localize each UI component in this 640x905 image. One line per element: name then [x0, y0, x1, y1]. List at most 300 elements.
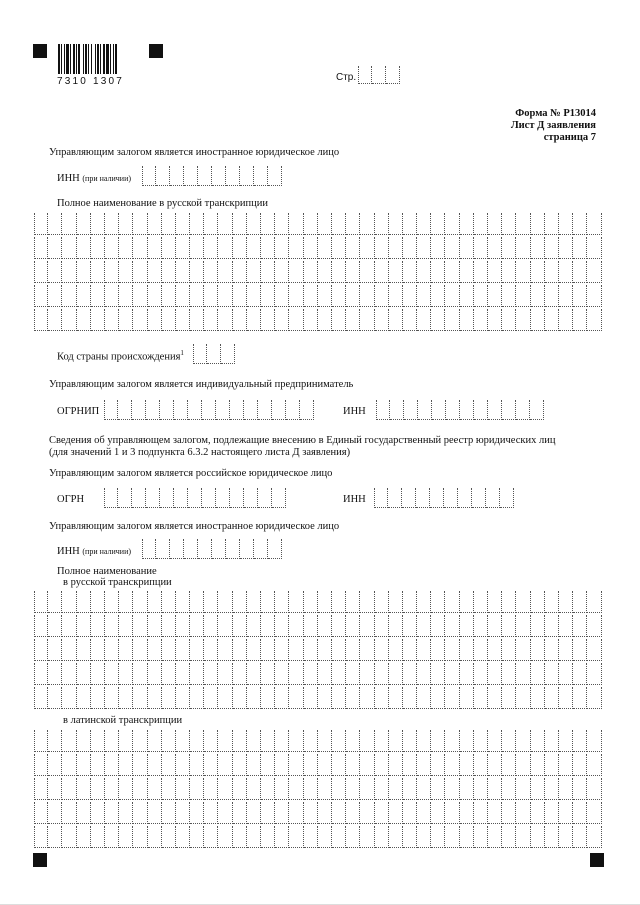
input-cell[interactable]	[474, 400, 488, 420]
input-cell[interactable]	[289, 663, 303, 685]
input-cell[interactable]	[176, 213, 190, 235]
input-cell[interactable]	[403, 615, 417, 637]
input-cell[interactable]	[105, 615, 119, 637]
input-cell[interactable]	[204, 591, 218, 613]
input-cell[interactable]	[218, 237, 232, 259]
input-cell[interactable]	[275, 261, 289, 283]
input-cell[interactable]	[190, 687, 204, 709]
input-cell[interactable]	[204, 285, 218, 307]
input-cell[interactable]	[162, 309, 176, 331]
input-cell[interactable]	[176, 639, 190, 661]
input-cell[interactable]	[105, 802, 119, 824]
input-cell[interactable]	[388, 488, 402, 508]
input-cell[interactable]	[375, 261, 389, 283]
input-cell[interactable]	[403, 778, 417, 800]
input-cell[interactable]	[318, 285, 332, 307]
input-cell[interactable]	[318, 309, 332, 331]
input-cell[interactable]	[261, 639, 275, 661]
input-cell[interactable]	[375, 615, 389, 637]
page-number-cells[interactable]	[358, 66, 400, 84]
input-cell[interactable]	[162, 615, 176, 637]
input-cell[interactable]	[360, 754, 374, 776]
input-cell[interactable]	[48, 261, 62, 283]
input-cell[interactable]	[516, 285, 530, 307]
input-cell[interactable]	[216, 400, 230, 420]
input-cell[interactable]	[119, 802, 133, 824]
input-cell[interactable]	[176, 285, 190, 307]
input-cell[interactable]	[146, 400, 160, 420]
input-cell[interactable]	[275, 615, 289, 637]
input-cell[interactable]	[502, 663, 516, 685]
input-cell[interactable]	[193, 344, 207, 364]
input-cell[interactable]	[389, 261, 403, 283]
input-cell[interactable]	[218, 261, 232, 283]
input-cell[interactable]	[247, 615, 261, 637]
input-cell[interactable]	[531, 615, 545, 637]
input-cell[interactable]	[531, 639, 545, 661]
input-cell[interactable]	[34, 802, 48, 824]
input-cell[interactable]	[389, 754, 403, 776]
input-cell[interactable]	[530, 400, 544, 420]
input-cell[interactable]	[230, 400, 244, 420]
input-cell[interactable]	[360, 730, 374, 752]
input-cell[interactable]	[62, 261, 76, 283]
input-cell[interactable]	[488, 687, 502, 709]
input-cell[interactable]	[360, 591, 374, 613]
input-cell[interactable]	[133, 802, 147, 824]
input-cell[interactable]	[346, 663, 360, 685]
input-cell[interactable]	[402, 488, 416, 508]
input-cell[interactable]	[204, 237, 218, 259]
input-cell[interactable]	[430, 488, 444, 508]
input-cell[interactable]	[62, 826, 76, 848]
input-cell[interactable]	[488, 591, 502, 613]
input-cell[interactable]	[488, 237, 502, 259]
input-cell[interactable]	[460, 687, 474, 709]
input-cell[interactable]	[62, 802, 76, 824]
input-cell[interactable]	[460, 639, 474, 661]
input-cell[interactable]	[304, 802, 318, 824]
input-cell[interactable]	[445, 687, 459, 709]
input-cell[interactable]	[474, 778, 488, 800]
input-cell[interactable]	[190, 237, 204, 259]
input-cell[interactable]	[531, 285, 545, 307]
input-cell[interactable]	[545, 261, 559, 283]
input-cell[interactable]	[403, 285, 417, 307]
input-cell[interactable]	[502, 591, 516, 613]
input-cell[interactable]	[474, 826, 488, 848]
input-cell[interactable]	[360, 826, 374, 848]
input-cell[interactable]	[261, 591, 275, 613]
input-cell[interactable]	[261, 237, 275, 259]
input-cell[interactable]	[573, 826, 587, 848]
input-cell[interactable]	[318, 213, 332, 235]
input-cell[interactable]	[133, 615, 147, 637]
input-cell[interactable]	[218, 591, 232, 613]
input-cell[interactable]	[559, 730, 573, 752]
input-cell[interactable]	[559, 591, 573, 613]
input-cell[interactable]	[119, 730, 133, 752]
input-cell[interactable]	[389, 639, 403, 661]
input-cell[interactable]	[332, 730, 346, 752]
input-cell[interactable]	[460, 826, 474, 848]
input-cell[interactable]	[417, 285, 431, 307]
input-cell[interactable]	[148, 261, 162, 283]
input-cell[interactable]	[233, 826, 247, 848]
input-cell[interactable]	[202, 400, 216, 420]
input-cell[interactable]	[289, 615, 303, 637]
input-cell[interactable]	[346, 591, 360, 613]
input-cell[interactable]	[418, 400, 432, 420]
input-cell[interactable]	[304, 237, 318, 259]
input-cell[interactable]	[91, 309, 105, 331]
input-cell[interactable]	[304, 285, 318, 307]
input-cell[interactable]	[91, 237, 105, 259]
input-cell[interactable]	[304, 591, 318, 613]
input-cell[interactable]	[105, 285, 119, 307]
input-cell[interactable]	[502, 754, 516, 776]
section1-fullname-grid[interactable]	[34, 213, 602, 333]
input-cell[interactable]	[531, 778, 545, 800]
input-cell[interactable]	[488, 663, 502, 685]
input-cell[interactable]	[516, 309, 530, 331]
input-cell[interactable]	[502, 730, 516, 752]
input-cell[interactable]	[403, 663, 417, 685]
input-cell[interactable]	[244, 400, 258, 420]
input-cell[interactable]	[318, 261, 332, 283]
input-cell[interactable]	[233, 615, 247, 637]
input-cell[interactable]	[275, 285, 289, 307]
input-cell[interactable]	[488, 400, 502, 420]
input-cell[interactable]	[346, 285, 360, 307]
input-cell[interactable]	[559, 309, 573, 331]
input-cell[interactable]	[559, 802, 573, 824]
input-cell[interactable]	[417, 213, 431, 235]
input-cell[interactable]	[474, 802, 488, 824]
input-cell[interactable]	[531, 826, 545, 848]
input-cell[interactable]	[300, 400, 314, 420]
input-cell[interactable]	[332, 639, 346, 661]
input-cell[interactable]	[304, 730, 318, 752]
input-cell[interactable]	[105, 309, 119, 331]
input-cell[interactable]	[545, 213, 559, 235]
input-cell[interactable]	[91, 663, 105, 685]
input-cell[interactable]	[417, 237, 431, 259]
input-cell[interactable]	[346, 615, 360, 637]
input-cell[interactable]	[119, 687, 133, 709]
input-cell[interactable]	[304, 639, 318, 661]
input-cell[interactable]	[48, 826, 62, 848]
input-cell[interactable]	[148, 663, 162, 685]
input-cell[interactable]	[133, 754, 147, 776]
input-cell[interactable]	[218, 309, 232, 331]
input-cell[interactable]	[360, 285, 374, 307]
input-cell[interactable]	[62, 687, 76, 709]
input-cell[interactable]	[119, 591, 133, 613]
input-cell[interactable]	[573, 730, 587, 752]
input-cell[interactable]	[77, 826, 91, 848]
input-cell[interactable]	[587, 687, 601, 709]
input-cell[interactable]	[133, 309, 147, 331]
input-cell[interactable]	[502, 213, 516, 235]
input-cell[interactable]	[403, 261, 417, 283]
input-cell[interactable]	[545, 730, 559, 752]
input-cell[interactable]	[261, 754, 275, 776]
input-cell[interactable]	[174, 488, 188, 508]
input-cell[interactable]	[516, 591, 530, 613]
input-cell[interactable]	[460, 213, 474, 235]
input-cell[interactable]	[275, 591, 289, 613]
input-cell[interactable]	[77, 778, 91, 800]
input-cell[interactable]	[275, 802, 289, 824]
input-cell[interactable]	[474, 663, 488, 685]
input-cell[interactable]	[488, 261, 502, 283]
input-cell[interactable]	[346, 687, 360, 709]
input-cell[interactable]	[105, 213, 119, 235]
input-cell[interactable]	[119, 261, 133, 283]
input-cell[interactable]	[445, 261, 459, 283]
input-cell[interactable]	[389, 730, 403, 752]
input-cell[interactable]	[105, 730, 119, 752]
input-cell[interactable]	[375, 309, 389, 331]
input-cell[interactable]	[275, 663, 289, 685]
input-cell[interactable]	[62, 309, 76, 331]
input-cell[interactable]	[91, 730, 105, 752]
input-cell[interactable]	[389, 826, 403, 848]
input-cell[interactable]	[176, 754, 190, 776]
input-cell[interactable]	[254, 539, 268, 559]
input-cell[interactable]	[48, 778, 62, 800]
input-cell[interactable]	[275, 687, 289, 709]
input-cell[interactable]	[204, 309, 218, 331]
input-cell[interactable]	[488, 285, 502, 307]
input-cell[interactable]	[119, 213, 133, 235]
input-cell[interactable]	[91, 802, 105, 824]
input-cell[interactable]	[162, 237, 176, 259]
input-cell[interactable]	[474, 754, 488, 776]
input-cell[interactable]	[474, 591, 488, 613]
input-cell[interactable]	[545, 309, 559, 331]
input-cell[interactable]	[304, 615, 318, 637]
input-cell[interactable]	[91, 213, 105, 235]
input-cell[interactable]	[162, 213, 176, 235]
input-cell[interactable]	[254, 166, 268, 186]
input-cell[interactable]	[289, 237, 303, 259]
input-cell[interactable]	[389, 309, 403, 331]
input-cell[interactable]	[573, 663, 587, 685]
input-cell[interactable]	[474, 261, 488, 283]
input-cell[interactable]	[119, 615, 133, 637]
input-cell[interactable]	[275, 778, 289, 800]
input-cell[interactable]	[431, 663, 445, 685]
input-cell[interactable]	[360, 213, 374, 235]
input-cell[interactable]	[170, 166, 184, 186]
input-cell[interactable]	[531, 687, 545, 709]
input-cell[interactable]	[104, 488, 118, 508]
input-cell[interactable]	[204, 261, 218, 283]
input-cell[interactable]	[247, 754, 261, 776]
input-cell[interactable]	[261, 213, 275, 235]
input-cell[interactable]	[247, 826, 261, 848]
input-cell[interactable]	[190, 309, 204, 331]
input-cell[interactable]	[244, 488, 258, 508]
input-cell[interactable]	[77, 261, 91, 283]
input-cell[interactable]	[148, 285, 162, 307]
input-cell[interactable]	[417, 615, 431, 637]
input-cell[interactable]	[346, 802, 360, 824]
input-cell[interactable]	[332, 754, 346, 776]
input-cell[interactable]	[431, 802, 445, 824]
input-cell[interactable]	[445, 237, 459, 259]
input-cell[interactable]	[105, 591, 119, 613]
input-cell[interactable]	[218, 687, 232, 709]
input-cell[interactable]	[403, 730, 417, 752]
input-cell[interactable]	[531, 237, 545, 259]
input-cell[interactable]	[559, 754, 573, 776]
input-cell[interactable]	[133, 285, 147, 307]
input-cell[interactable]	[488, 639, 502, 661]
input-cell[interactable]	[573, 285, 587, 307]
input-cell[interactable]	[474, 639, 488, 661]
input-cell[interactable]	[212, 539, 226, 559]
input-cell[interactable]	[531, 261, 545, 283]
input-cell[interactable]	[261, 261, 275, 283]
input-cell[interactable]	[332, 802, 346, 824]
input-cell[interactable]	[472, 488, 486, 508]
input-cell[interactable]	[105, 778, 119, 800]
input-cell[interactable]	[474, 730, 488, 752]
input-cell[interactable]	[559, 778, 573, 800]
input-cell[interactable]	[360, 663, 374, 685]
input-cell[interactable]	[289, 591, 303, 613]
input-cell[interactable]	[119, 778, 133, 800]
input-cell[interactable]	[559, 237, 573, 259]
input-cell[interactable]	[446, 400, 460, 420]
input-cell[interactable]	[48, 591, 62, 613]
input-cell[interactable]	[587, 778, 601, 800]
input-cell[interactable]	[417, 802, 431, 824]
input-cell[interactable]	[573, 237, 587, 259]
input-cell[interactable]	[261, 802, 275, 824]
input-cell[interactable]	[247, 591, 261, 613]
input-cell[interactable]	[34, 639, 48, 661]
input-cell[interactable]	[258, 488, 272, 508]
input-cell[interactable]	[233, 778, 247, 800]
input-cell[interactable]	[573, 754, 587, 776]
input-cell[interactable]	[212, 166, 226, 186]
input-cell[interactable]	[289, 778, 303, 800]
input-cell[interactable]	[77, 591, 91, 613]
input-cell[interactable]	[474, 615, 488, 637]
input-cell[interactable]	[216, 488, 230, 508]
input-cell[interactable]	[188, 400, 202, 420]
input-cell[interactable]	[77, 213, 91, 235]
input-cell[interactable]	[204, 826, 218, 848]
input-cell[interactable]	[218, 615, 232, 637]
input-cell[interactable]	[445, 778, 459, 800]
input-cell[interactable]	[304, 826, 318, 848]
section4-rus-grid[interactable]	[34, 591, 602, 711]
input-cell[interactable]	[247, 663, 261, 685]
input-cell[interactable]	[502, 826, 516, 848]
input-cell[interactable]	[204, 754, 218, 776]
input-cell[interactable]	[148, 778, 162, 800]
input-cell[interactable]	[132, 400, 146, 420]
input-cell[interactable]	[403, 802, 417, 824]
input-cell[interactable]	[375, 778, 389, 800]
input-cell[interactable]	[176, 591, 190, 613]
input-cell[interactable]	[587, 237, 601, 259]
input-cell[interactable]	[190, 754, 204, 776]
input-cell[interactable]	[105, 639, 119, 661]
input-cell[interactable]	[318, 237, 332, 259]
input-cell[interactable]	[460, 663, 474, 685]
input-cell[interactable]	[403, 754, 417, 776]
input-cell[interactable]	[389, 615, 403, 637]
input-cell[interactable]	[176, 826, 190, 848]
input-cell[interactable]	[403, 237, 417, 259]
input-cell[interactable]	[91, 826, 105, 848]
input-cell[interactable]	[460, 261, 474, 283]
input-cell[interactable]	[360, 778, 374, 800]
input-cell[interactable]	[332, 309, 346, 331]
input-cell[interactable]	[218, 802, 232, 824]
input-cell[interactable]	[587, 663, 601, 685]
input-cell[interactable]	[190, 802, 204, 824]
input-cell[interactable]	[190, 213, 204, 235]
input-cell[interactable]	[403, 826, 417, 848]
input-cell[interactable]	[62, 237, 76, 259]
input-cell[interactable]	[516, 754, 530, 776]
input-cell[interactable]	[417, 591, 431, 613]
input-cell[interactable]	[445, 615, 459, 637]
input-cell[interactable]	[261, 730, 275, 752]
input-cell[interactable]	[403, 591, 417, 613]
input-cell[interactable]	[133, 213, 147, 235]
input-cell[interactable]	[332, 213, 346, 235]
input-cell[interactable]	[204, 778, 218, 800]
input-cell[interactable]	[360, 687, 374, 709]
input-cell[interactable]	[289, 639, 303, 661]
input-cell[interactable]	[289, 285, 303, 307]
input-cell[interactable]	[332, 778, 346, 800]
input-cell[interactable]	[162, 639, 176, 661]
input-cell[interactable]	[587, 615, 601, 637]
input-cell[interactable]	[34, 754, 48, 776]
input-cell[interactable]	[431, 237, 445, 259]
input-cell[interactable]	[247, 802, 261, 824]
input-cell[interactable]	[226, 166, 240, 186]
input-cell[interactable]	[233, 213, 247, 235]
input-cell[interactable]	[148, 802, 162, 824]
input-cell[interactable]	[573, 591, 587, 613]
input-cell[interactable]	[587, 802, 601, 824]
input-cell[interactable]	[119, 237, 133, 259]
input-cell[interactable]	[304, 309, 318, 331]
input-cell[interactable]	[48, 285, 62, 307]
input-cell[interactable]	[190, 826, 204, 848]
input-cell[interactable]	[272, 488, 286, 508]
input-cell[interactable]	[531, 309, 545, 331]
input-cell[interactable]	[318, 615, 332, 637]
input-cell[interactable]	[77, 754, 91, 776]
input-cell[interactable]	[375, 826, 389, 848]
input-cell[interactable]	[133, 730, 147, 752]
input-cell[interactable]	[105, 663, 119, 685]
input-cell[interactable]	[156, 166, 170, 186]
input-cell[interactable]	[545, 615, 559, 637]
input-cell[interactable]	[91, 639, 105, 661]
